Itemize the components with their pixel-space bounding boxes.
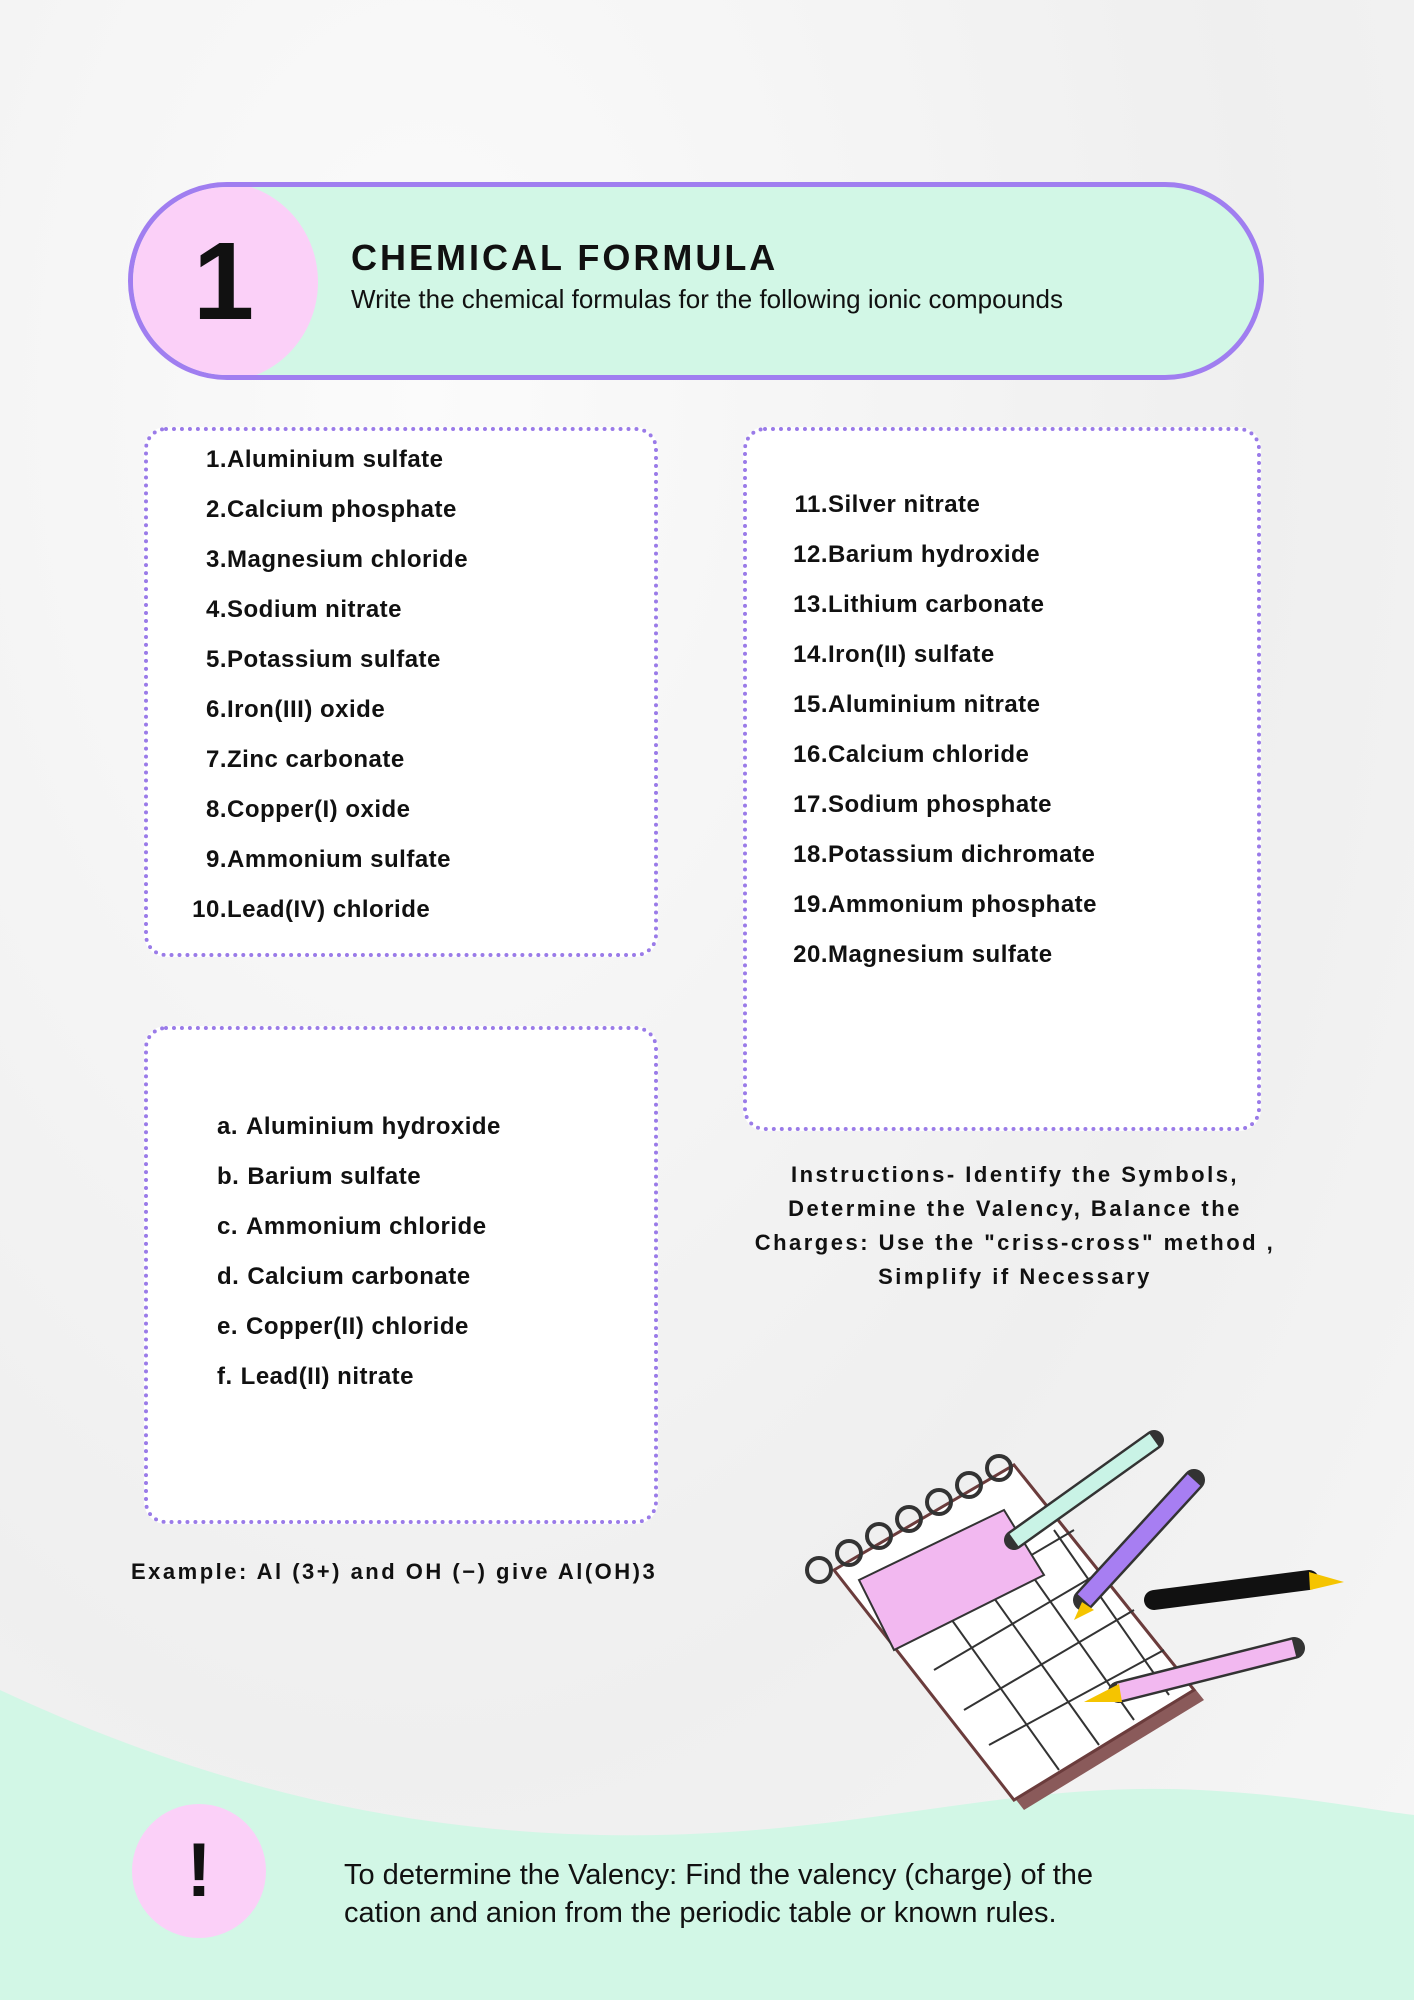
list-item [778, 891, 1097, 919]
item-number: 14. [793, 641, 828, 668]
item-number: a. [217, 1113, 239, 1140]
compound-name: Magnesium sulfate [828, 941, 1053, 968]
compound-name: Aluminium nitrate [828, 691, 1041, 718]
notebook-icon [807, 1456, 1204, 1810]
compound-name: Aluminium sulfate [227, 446, 444, 473]
item-number: 12. [793, 541, 828, 568]
item-number: 16. [793, 741, 828, 768]
example-text: Example: Al (3+) and OH (−) give Al(OH)3 [131, 1559, 658, 1584]
notebook-pencils-illustration [784, 1420, 1354, 1820]
item-number: 8. [205, 796, 227, 823]
list-item [778, 491, 980, 519]
list-item [778, 841, 1095, 869]
compound-name: Sodium phosphate [828, 791, 1052, 818]
compound-name: Zinc carbonate [227, 746, 405, 773]
list-item [217, 1263, 471, 1291]
item-number: 13. [793, 591, 828, 618]
tip-line-1: To determine the Valency: Find the valency (charge) of the [344, 1859, 1094, 1891]
list-item [778, 591, 1045, 619]
compound-name: Lead(IV) chloride [227, 896, 431, 923]
compound-name: Barium hydroxide [828, 541, 1041, 568]
list-item [217, 1163, 421, 1191]
item-number: 2. [205, 496, 227, 523]
list-item [217, 1313, 469, 1341]
list-item [177, 646, 441, 674]
item-number: 9. [205, 846, 227, 873]
item-number: 6. [205, 696, 227, 723]
item-number: 20. [793, 941, 828, 968]
compound-name: Iron(II) sulfate [828, 641, 995, 668]
instructions-text: Instructions- Identify the Symbols, Determine the Valency, Balance the Charges: Use the "criss-cross" method , Simplify if Necessary [754, 1162, 1276, 1289]
section-number: 1 [193, 220, 255, 343]
list-item [217, 1213, 487, 1241]
item-number: 11. [794, 491, 828, 518]
list-item [177, 596, 402, 624]
compound-name: Ammonium phosphate [828, 891, 1098, 918]
compound-name: Potassium sulfate [227, 646, 441, 673]
compound-name: Calcium chloride [828, 741, 1030, 768]
compound-name: Copper(II) chloride [246, 1313, 469, 1340]
item-number: c. [217, 1213, 239, 1240]
item-number: 17. [793, 791, 828, 818]
section-header [128, 182, 1264, 380]
item-number: 5. [205, 646, 227, 673]
compound-name: Iron(III) oxide [227, 696, 386, 723]
list-item [177, 446, 444, 474]
compound-name: Potassium dichromate [828, 841, 1096, 868]
list-item [778, 541, 1040, 569]
item-number: f. [217, 1363, 233, 1390]
list-item [177, 846, 451, 874]
compound-name: Copper(I) oxide [227, 796, 411, 823]
list-item [177, 796, 411, 824]
item-number: 10. [192, 896, 227, 923]
item-number: 3. [205, 546, 227, 573]
compound-name: Sodium nitrate [227, 596, 403, 623]
list-item [177, 546, 468, 574]
item-number: 1. [205, 446, 227, 473]
list-item [177, 746, 405, 774]
item-number: 18. [793, 841, 828, 868]
item-number: e. [217, 1313, 239, 1340]
list-item [177, 496, 457, 524]
tip-line-2: cation and anion from the periodic table or known rules. [344, 1897, 1057, 1929]
item-number: 4. [205, 596, 227, 623]
compound-name: Ammonium chloride [246, 1213, 487, 1240]
compound-name: Silver nitrate [828, 491, 981, 518]
list-item [217, 1363, 414, 1391]
list-item [778, 641, 995, 669]
list-item [778, 941, 1053, 969]
item-number: 19. [793, 891, 828, 918]
list-item [778, 791, 1052, 819]
list-item [778, 741, 1029, 769]
compound-name: Barium sulfate [247, 1163, 422, 1190]
exclamation-icon: ! [132, 1804, 266, 1938]
item-number: d. [217, 1263, 240, 1290]
compound-name: Calcium carbonate [247, 1263, 471, 1290]
page-title: CHEMICAL FORMULA [351, 237, 779, 278]
compound-name: Ammonium sulfate [227, 846, 452, 873]
list-item [177, 896, 430, 924]
compound-name: Calcium phosphate [227, 496, 457, 523]
item-number: 7. [205, 746, 227, 773]
item-number: 15. [793, 691, 828, 718]
valency-tip [344, 1856, 1093, 1932]
compound-name: Aluminium hydroxide [246, 1113, 501, 1140]
list-item [217, 1113, 501, 1141]
list-item [778, 691, 1041, 719]
compound-name: Lithium carbonate [828, 591, 1045, 618]
page-subtitle: Write the chemical formulas for the following ionic compounds [351, 284, 1063, 314]
compound-name: Lead(II) nitrate [240, 1363, 415, 1390]
list-box-11-20 [743, 427, 1261, 1131]
list-item [177, 696, 385, 724]
pencil-black-icon [1154, 1572, 1344, 1600]
compound-name: Magnesium chloride [227, 546, 469, 573]
item-number: b. [217, 1163, 240, 1190]
